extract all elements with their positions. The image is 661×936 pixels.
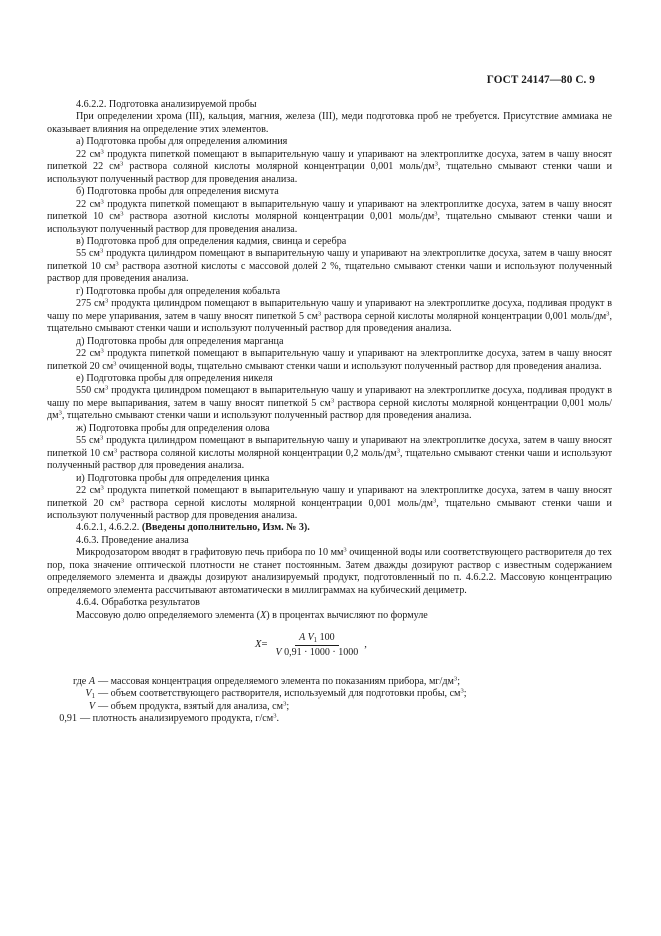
- item-d-heading: д) Подготовка пробы для определения марганца: [76, 335, 284, 347]
- item-a-heading: а) Подготовка пробы для определения алюминия: [76, 136, 288, 148]
- item-e-text: 550 $см^3$ продукта цилиндром помещают в выпарительную чашу и упаривают на электроплитке досуха, подливая продукт в чашу по мере выпаривания, затем в чашу вносят пипеткой 5 $см^3$ раствора серной кислоты молярной концентрации 0,001 моль/$дм^3$, тщательно смывают стенки чаши и используют полученный раствор для проведения анализа.: [47, 385, 612, 422]
- mass-fraction-formula: [255, 632, 367, 659]
- section-4-6-2-2-intro: При определении хрома (III), кальция, магния, железа (III), меди подготовка проб не требуется. Присутствие аммиака не оказывает влияния на определение этих элементов.: [47, 111, 612, 135]
- formula-numerator: A $V_1$ 100: [295, 632, 338, 646]
- formula-fraction: [272, 632, 361, 659]
- item-zh-text: 55 $см^3$ продукта цилиндром помещают в выпарительную чашу и упаривают на электроплитке досуха, затем в чашу вносят пипеткой 10 $см^3$ раствора соляной кислоты молярной концентрации 0,2 моль/$дм^3$, тщательно смывают стенки чаши и используют полученный раствор для проведения анализа.: [47, 434, 613, 472]
- item-g-heading: г) Подготовка пробы для определения кобальта: [76, 285, 281, 297]
- section-4-6-3-title: 4.6.3. Проведение анализа: [76, 534, 189, 546]
- item-zh-heading: ж) Подготовка пробы для определения олова: [76, 422, 270, 434]
- amendment-note: 4.6.2.1, 4.6.2.2. (Введены дополнительно, Изм. № 3).: [76, 522, 310, 534]
- item-i-heading: и) Подготовка пробы для определения цинка: [76, 472, 270, 484]
- section-4-6-4-text: Массовую долю определяемого элемента (X) в процентах вычисляют по формуле: [76, 609, 428, 621]
- legend-row-v: V — объем продукта, взятый для анализа, $см^3$;: [88, 700, 290, 712]
- page-header: ГОСТ 24147—80 С. 9: [486, 74, 595, 86]
- item-g-text: 275 $см^3$ продукта цилиндром помещают в выпарительную чашу и упаривают на электроплитке досуха, подливая продукт в чашу по мере упаривания, затем в чашу вносят пипеткой 5 $см^3$ раствора серной кислоты молярной концентрации 0,001 моль/$дм^3$, тщательно смывают стенки чаши и используют полученный раствор для проведения анализа.: [47, 297, 612, 335]
- item-a-text: 22 $см^3$ продукта пипеткой помещают в выпарительную чашу и упаривают на электроплитке досуха, затем в чашу вносят пипеткой 22 $см^3$ раствора соляной кислоты молярной концентрации 0,001 моль/$дм^3$, тщательно смывают стенки чаши и используют полученный раствор для проведения анализа.: [47, 148, 612, 185]
- item-d-text: 22 $см^3$ продукта пипеткой помещают в выпарительную чашу и упаривают на электроплитке досуха, затем в чашу вносят пипеткой 20 $см^3$ очищенной воды, тщательно смывают стенки чаши и используют полученный раствор для проведения анализа.: [47, 347, 612, 372]
- formula-equals: =: [261, 639, 268, 651]
- item-i-text: 22 $см^3$ продукта пипеткой помещают в выпарительную чашу и упаривают на электроплитке досуха, затем в чашу вносят пипеткой 20 $см^3$ раствора серной кислоты молярной концентрации 0,001 моль/$дм^3$, тщательно смывают стенки чаши и используют полученный раствор для проведения анализа.: [47, 484, 612, 521]
- legend-row-density: 0,91 — плотность анализируемого продукта, $г/см^3$.: [59, 712, 280, 725]
- legend-row-v1: $V_1$ — объем соответствующего растворителя, используемый для подготовки пробы, $см^3$;: [85, 688, 467, 701]
- item-b-heading: б) Подготовка пробы для определения висмута: [76, 186, 279, 198]
- formula-legend: [47, 676, 612, 726]
- section-4-6-4-title: 4.6.4. Обработка результатов: [76, 597, 200, 609]
- formula-lhs: X: [255, 639, 262, 651]
- formula-comma: ,: [364, 639, 367, 651]
- legend-row-a: где A — массовая концентрация определяемого элемента по показаниям прибора, $мг/дм^3$;: [72, 675, 461, 688]
- section-4-6-3-text: Микродозатором вводят в графитовую печь прибора по 10 $мм^3$ очищенной воды или соответствующего растворителя до тех пор, пока значение оптической плотности не станет постоянным. Затем дважды дозируют раствор с известным содержанием определяемого элемента и дважды дозируют анализируемый продукт, подготовленный по п. 4.6.2.2. Массовую концентрацию определяемого элемента рассчитывают автоматически в миллиграммах на кубический дециметр.: [47, 547, 612, 596]
- item-v-heading: в) Подготовка проб для определения кадмия, свинца и серебра: [76, 235, 347, 247]
- item-v-text: 55 $см^3$ продукта цилиндром помещают в выпарительную чашу и упаривают на электроплитке досуха, затем в чашу вносят пипеткой 10 $см^3$ раствора азотной кислоты с массовой долей 2 %, тщательно смывают стенки чаши и используют полученный раствор для проведения анализа.: [47, 248, 613, 285]
- document-body: [47, 99, 612, 726]
- formula-denominator: V 0,91 · 1000 · 1000: [275, 647, 359, 659]
- item-b-text: 22 $см^3$ продукта пипеткой помещают в выпарительную чашу и упаривают на электроплитке досуха, затем в чашу вносят пипеткой 10 $см^3$ раствора азотной кислоты молярной концентрации 0,001 моль/$дм^3$, тщательно смывают стенки чаши и используют полученный раствор для проведения анализа.: [47, 198, 612, 235]
- section-4-6-2-2-title: 4.6.2.2. Подготовка анализируемой пробы: [76, 99, 257, 110]
- formula-block: [47, 622, 612, 672]
- item-e-heading: е) Подготовка пробы для определения никеля: [76, 372, 273, 384]
